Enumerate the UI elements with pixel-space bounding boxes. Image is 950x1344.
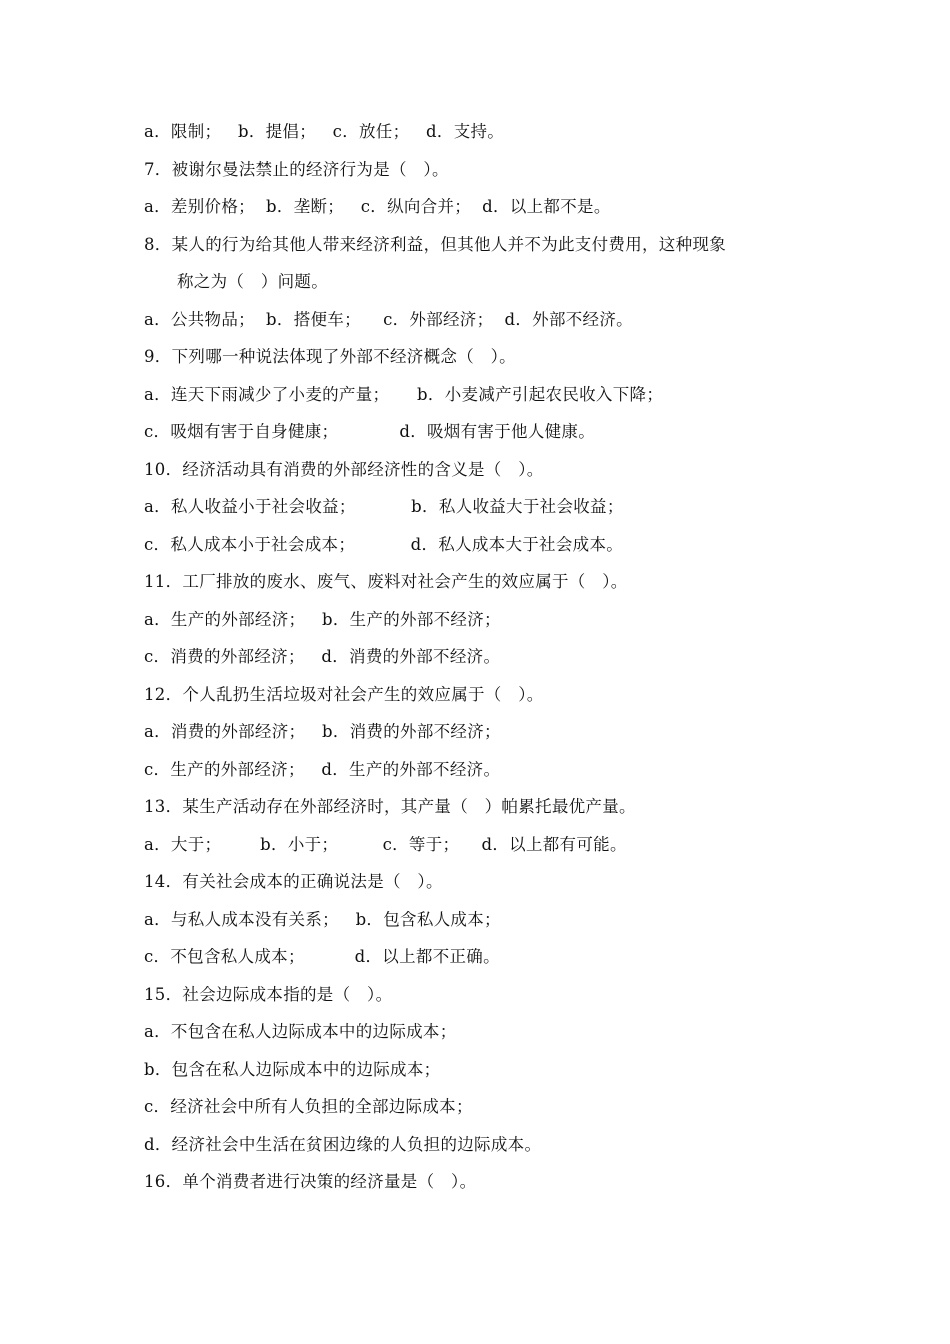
answer-options-q12-ab: a．消费的外部经济； b．消费的外部不经济； [144,722,501,741]
answer-options-q9-cd: c．吸烟有害于自身健康； d．吸烟有害于他人健康。 [144,422,595,441]
answer-options-q11-ab: a．生产的外部经济； b．生产的外部不经济； [144,609,501,629]
answer-options-q10-cd: c．私人成本小于社会成本； d．私人成本大于社会成本。 [144,534,624,554]
question-10: 10．经济活动具有消费的外部经济性的含义是（ ）。 [144,459,544,479]
answer-options-q14-ab: a．与私人成本没有关系； b．包含私人成本； [144,909,501,929]
question-8-continuation: 称之为（ ）问题。 [177,272,329,291]
question-8: 8．某人的行为给其他人带来经济利益，但其他人并不为此支付费用，这种现象 [144,234,726,254]
answer-options-q8: a．公共物品； b．搭便车； c．外部经济； d．外部不经济。 [144,309,633,329]
question-15: 15．社会边际成本指的是（ ）。 [144,984,393,1004]
answer-options-q7: a．差别价格； b．垄断； c．纵向合并； d．以上都不是。 [144,197,611,216]
answer-option-q15-c: c．经济社会中所有人负担的全部边际成本； [144,1097,473,1116]
question-14: 14．有关社会成本的正确说法是（ ）。 [144,872,443,891]
question-9: 9．下列哪一种说法体现了外部不经济概念（ ）。 [144,347,516,366]
question-11: 11．工厂排放的废水、废气、废料对社会产生的效应属于（ ）。 [144,572,628,591]
answer-options-q10-ab: a．私人收益小于社会收益； b．私人收益大于社会收益； [144,497,624,516]
answer-options-q12-cd: c．生产的外部经济； d．生产的外部不经济。 [144,759,501,779]
answer-option-q15-d: d．经济社会中生活在贫困边缘的人负担的边际成本。 [144,1134,542,1154]
answer-options-q9-ab: a．连天下雨减少了小麦的产量； b．小麦减产引起农民收入下降； [144,384,664,404]
question-12: 12．个人乱扔生活垃圾对社会产生的效应属于（ ）。 [144,684,544,704]
answer-options-q6: a．限制； b．提倡； c．放任； d．支持。 [144,122,505,141]
answer-option-q15-b: b．包含在私人边际成本中的边际成本； [144,1059,441,1079]
question-7: 7．被谢尔曼法禁止的经济行为是（ ）。 [144,159,449,179]
answer-options-q13: a．大于； b．小于； c．等于； d．以上都有可能。 [144,834,627,854]
answer-option-q15-a: a．不包含在私人边际成本中的边际成本； [144,1022,457,1041]
question-13: 13．某生产活动存在外部经济时，其产量（ ）帕累托最优产量。 [144,797,636,816]
answer-options-q11-cd: c．消费的外部经济； d．消费的外部不经济。 [144,647,501,666]
question-list [144,113,824,1201]
question-16: 16．单个消费者进行决策的经济量是（ ）。 [144,1172,477,1191]
answer-options-q14-cd: c．不包含私人成本； d．以上都不正确。 [144,947,500,966]
